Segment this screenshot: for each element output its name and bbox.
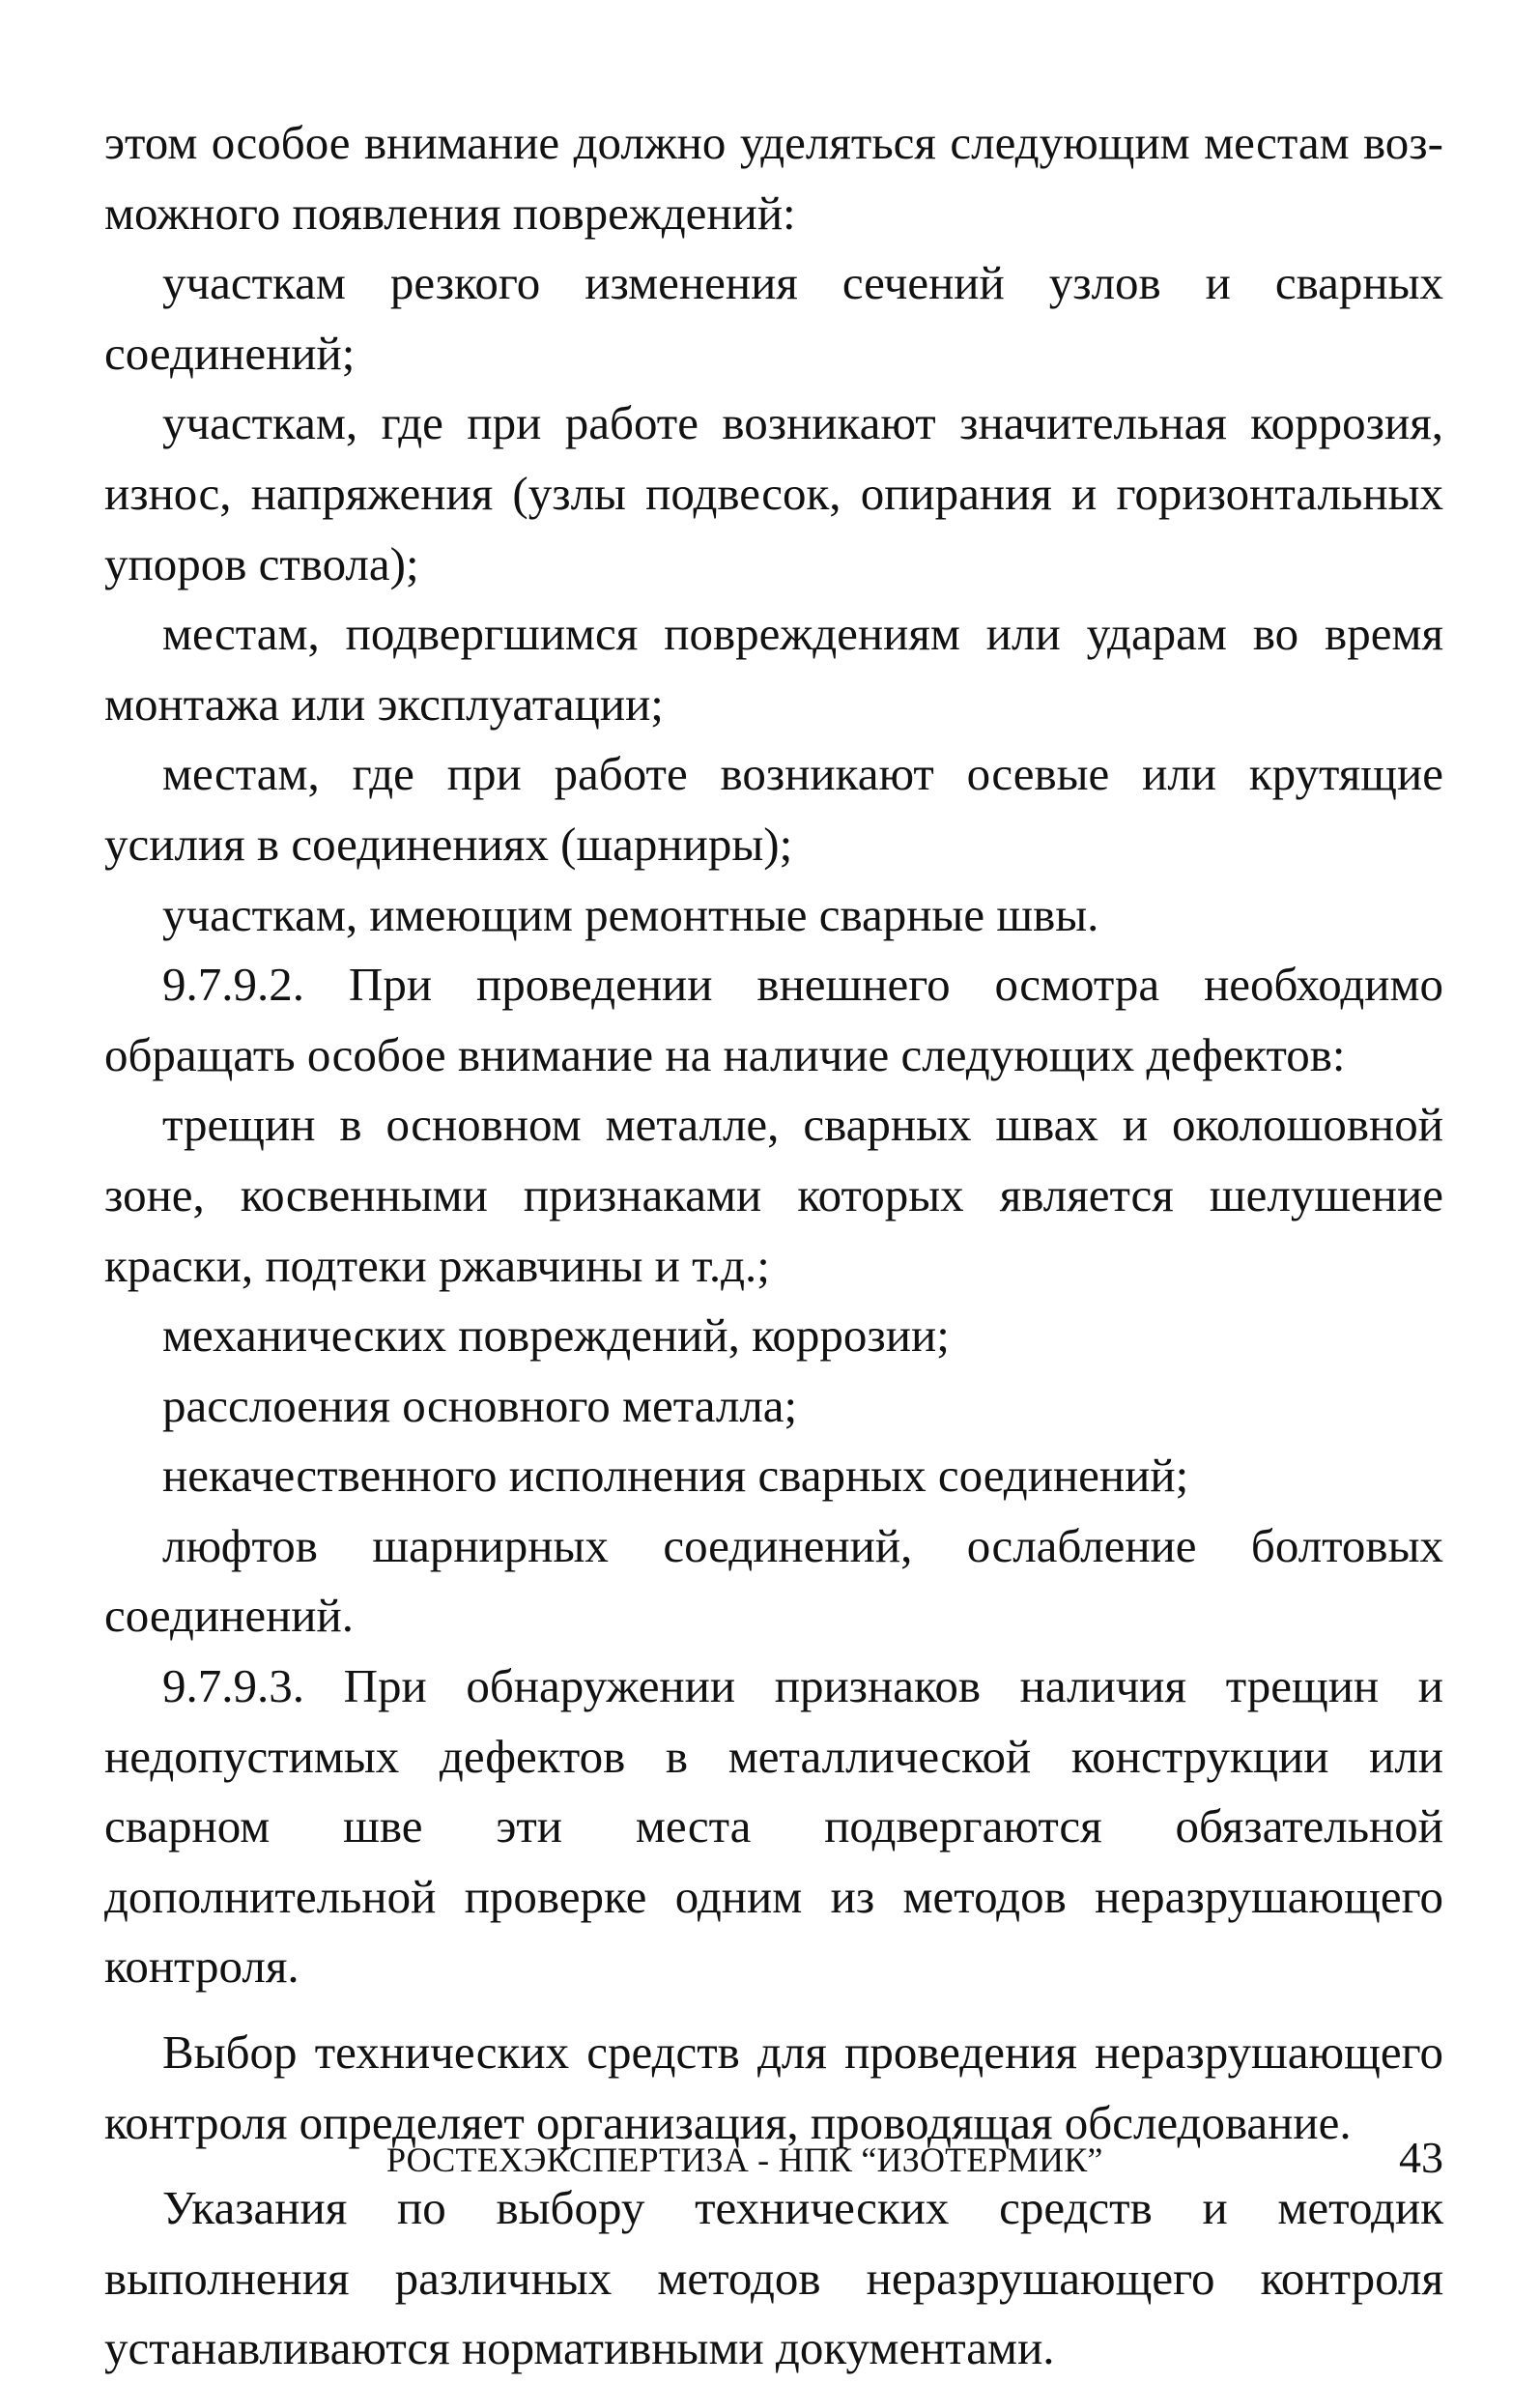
list-item-corrosion: участкам, где при работе возникают значительная коррозия, износ, напряжения (узлы подвесок, опирания и горизонтальных упоров ствола);: [104, 396, 1443, 590]
list-item-poor-welds: некачественного исполнения сварных соединений;: [162, 1449, 1189, 1503]
list-item-backlash: люфтов шарнирных соединений, ослабление болтовых соединений.: [104, 1518, 1443, 1643]
paragraph-tool-selection: Выбор технических средств для проведения неразрушающего контроля определяет организация, проводящая обследование.: [104, 2025, 1443, 2149]
list-item-sections: участкам резкого изменения сечений узлов и сварных соединений;: [104, 256, 1443, 380]
list-item-damage: местам, подвергшимся повреждениям или ударам во время монтажа или эксплуатации;: [104, 607, 1443, 731]
list-item-mechanical: механических повреждений, коррозии;: [162, 1308, 950, 1363]
footer-title: РОСТЕХЭКСПЕРТИЗА - НПК “ИЗОТЕРМИК”: [386, 2140, 1103, 2179]
page-footer: [104, 2132, 1443, 2190]
document-body: [104, 108, 1443, 2384]
section-9-7-9-2: 9.7.9.2. При проведении внешнего осмотра необходимо обращать особое внимание на наличие следующих дефектов:: [104, 958, 1443, 1081]
list-item-axial-forces: местам, где при работе возникают осевые или крутящие усилия в соединениях (шарниры);: [104, 747, 1443, 871]
paragraph-continuation: этом особое внимание должно уделяться следующим местам возможного появления повреждений:: [104, 116, 1443, 240]
list-item-delamination: расслоения основного металла;: [162, 1378, 798, 1432]
list-item-repair-welds: участкам, имеющим ремонтные сварные швы.: [162, 887, 1099, 941]
page-number: 43: [1399, 2133, 1443, 2182]
list-item-cracks: трещин в основном металле, сварных швах и околошовной зоне, косвенными признаками которых является шелушение краски, подтеки ржавчины и т.д.;: [104, 1098, 1443, 1292]
paragraph-guidelines: Указания по выбору технических средств и методик выполнения различных методов неразрушающего контроля устанавливаются нормативными документами.: [104, 2181, 1443, 2375]
section-9-7-9-3: 9.7.9.3. При обнаружении признаков наличия трещин и недопустимых дефектов в металлической конструкции или сварном шве эти места подвергаются обязательной дополнительной проверке одним из методов неразрушающего контроля.: [104, 1659, 1443, 1994]
